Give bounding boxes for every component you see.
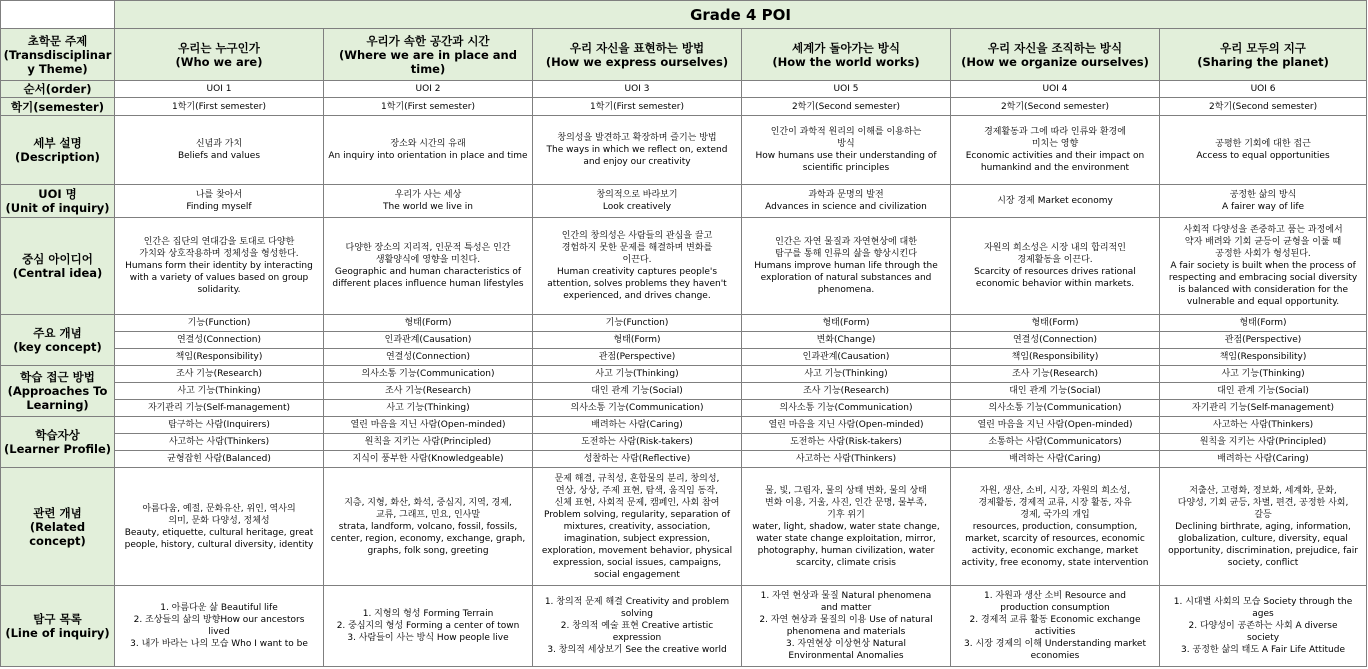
lines-of-inquiry-cell: 1. 자연 현상과 물질 Natural phenomena and matter 2. 자연 현상과 물질의 이용 Use of natural phenomena and materials 3. 자연현상 이상현상 Natural Environmental Anomalies bbox=[742, 586, 951, 667]
key-concept-cell: 책임(Responsibility) bbox=[1160, 349, 1367, 366]
atl-cell: 의사소통 기능(Communication) bbox=[742, 400, 951, 417]
semester-cell: 1학기(First semester) bbox=[533, 98, 742, 116]
row-label-uoi-name: UOI 명 (Unit of inquiry) bbox=[1, 185, 115, 218]
row-label-description: 세부 설명 (Description) bbox=[1, 116, 115, 185]
atl-cell: 자기관리 기능(Self-management) bbox=[1160, 400, 1367, 417]
atl-cell: 의사소통 기능(Communication) bbox=[951, 400, 1160, 417]
learner-profile-cell: 사고하는 사람(Thinkers) bbox=[742, 451, 951, 468]
related-concept-cell: 지층, 지형, 화산, 화석, 중심지, 지역, 경제, 교류, 그래프, 민요, 인사말 strata, landform, volcano, fossil, fossils, center, region, economy, exchange, graph, graphs, folk song, greeting bbox=[324, 468, 533, 586]
key-concept-cell: 연결성(Connection) bbox=[951, 332, 1160, 349]
key-concept-cell: 형태(Form) bbox=[324, 315, 533, 332]
learner-profile-cell: 소통하는 사람(Communicators) bbox=[951, 434, 1160, 451]
theme-cell: 우리 자신을 조직하는 방식 (How we organize ourselves) bbox=[951, 29, 1160, 81]
key-concept-cell: 연결성(Connection) bbox=[115, 332, 324, 349]
atl-cell: 대인 관계 기능(Social) bbox=[1160, 383, 1367, 400]
key-concept-cell: 형태(Form) bbox=[742, 315, 951, 332]
learner-profile-cell: 사고하는 사람(Thinkers) bbox=[115, 434, 324, 451]
semester-cell: 2학기(Second semester) bbox=[951, 98, 1160, 116]
key-concept-cell: 변화(Change) bbox=[742, 332, 951, 349]
atl-cell: 자기관리 기능(Self-management) bbox=[115, 400, 324, 417]
key-concept-cell: 책임(Responsibility) bbox=[951, 349, 1160, 366]
key-concept-cell: 책임(Responsibility) bbox=[115, 349, 324, 366]
theme-cell: 우리는 누구인가 (Who we are) bbox=[115, 29, 324, 81]
key-concept-cell: 형태(Form) bbox=[533, 332, 742, 349]
semester-cell: 2학기(Second semester) bbox=[742, 98, 951, 116]
related-concept-cell: 자원, 생산, 소비, 시장, 자원의 희소성, 경제활동, 경제적 교류, 시장 활동, 자유 경제, 국가의 개입 resources, production, consumption, market, scarcity of resources, economic activity, economic exchange, market activity, free economy, state intervention bbox=[951, 468, 1160, 586]
learner-profile-cell: 성찰하는 사람(Reflective) bbox=[533, 451, 742, 468]
lines-of-inquiry-cell: 1. 자원과 생산 소비 Resource and production consumption 2. 경제적 교류 활동 Economic exchange activities 3. 시장 경제의 이해 Understanding market economies bbox=[951, 586, 1160, 667]
atl-cell: 사고 기능(Thinking) bbox=[742, 366, 951, 383]
atl-cell: 조사 기능(Research) bbox=[324, 383, 533, 400]
learner-profile-cell: 균형잡힌 사람(Balanced) bbox=[115, 451, 324, 468]
description-cell: 인간이 과학적 원리의 이해를 이용하는 방식 How humans use their understanding of scientific principles bbox=[742, 116, 951, 185]
theme-cell: 우리 모두의 지구 (Sharing the planet) bbox=[1160, 29, 1367, 81]
lines-of-inquiry-cell: 1. 아름다운 삶 Beautiful life 2. 조상들의 삶의 방향How our ancestors lived 3. 내가 바라는 나의 모습 Who I want to be bbox=[115, 586, 324, 667]
learner-profile-cell: 배려하는 사람(Caring) bbox=[533, 417, 742, 434]
learner-profile-cell: 열린 마음을 지닌 사람(Open-minded) bbox=[324, 417, 533, 434]
row-label-semester: 학기(semester) bbox=[1, 98, 115, 116]
key-concept-cell: 인과관계(Causation) bbox=[324, 332, 533, 349]
atl-cell: 조사 기능(Research) bbox=[115, 366, 324, 383]
theme-cell: 우리가 속한 공간과 시간 (Where we are in place and time) bbox=[324, 29, 533, 81]
atl-cell: 조사 기능(Research) bbox=[742, 383, 951, 400]
learner-profile-cell: 배려하는 사람(Caring) bbox=[1160, 451, 1367, 468]
key-concept-cell: 관점(Perspective) bbox=[1160, 332, 1367, 349]
order-cell: UOI 6 bbox=[1160, 81, 1367, 98]
learner-profile-cell: 원칙을 지키는 사람(Principled) bbox=[1160, 434, 1367, 451]
description-cell: 장소와 시간의 유래 An inquiry into orientation in place and time bbox=[324, 116, 533, 185]
row-label-related-concept: 관련 개념 (Related concept) bbox=[1, 468, 115, 586]
atl-cell: 대인 관계 기능(Social) bbox=[951, 383, 1160, 400]
key-concept-cell: 인과관계(Causation) bbox=[742, 349, 951, 366]
lines-of-inquiry-cell: 1. 지형의 형성 Forming Terrain 2. 중심지의 형성 Forming a center of town 3. 사람들이 사는 방식 How people live bbox=[324, 586, 533, 667]
atl-cell: 사고 기능(Thinking) bbox=[324, 400, 533, 417]
learner-profile-cell: 지식이 풍부한 사람(Knowledgeable) bbox=[324, 451, 533, 468]
uoi-name-cell: 시장 경제 Market economy bbox=[951, 185, 1160, 218]
row-label-order: 순서(order) bbox=[1, 81, 115, 98]
learner-profile-cell: 열린 마음을 지닌 사람(Open-minded) bbox=[951, 417, 1160, 434]
theme-cell: 세계가 돌아가는 방식 (How the world works) bbox=[742, 29, 951, 81]
learner-profile-cell: 사고하는 사람(Thinkers) bbox=[1160, 417, 1367, 434]
row-label-lines-of-inquiry: 탐구 목록 (Line of inquiry) bbox=[1, 586, 115, 667]
learner-profile-cell: 배려하는 사람(Caring) bbox=[951, 451, 1160, 468]
atl-cell: 사고 기능(Thinking) bbox=[115, 383, 324, 400]
central-idea-cell: 인간은 자연 물질과 자연현상에 대한 탐구를 통해 인류의 삶을 향상시킨다 Humans improve human life through the exploration of natural substances and phenomena. bbox=[742, 218, 951, 315]
row-label-key-concept: 주요 개념 (key concept) bbox=[1, 315, 115, 366]
uoi-name-cell: 창의적으로 바라보기 Look creatively bbox=[533, 185, 742, 218]
lines-of-inquiry-cell: 1. 창의적 문제 해결 Creativity and problem solving 2. 창의적 예술 표현 Creative artistic expression 3. 창의적 세상보기 See the creative world bbox=[533, 586, 742, 667]
uoi-name-cell: 우리가 사는 세상 The world we live in bbox=[324, 185, 533, 218]
row-label-theme: 초학문 주제 (Transdisciplinar y Theme) bbox=[1, 29, 115, 81]
central-idea-cell: 인간은 집단의 연대감을 토대로 다양한 가치와 상호작용하며 정체성을 형성한다. Humans form their identity by interacting with a variety of values based on group solidarity. bbox=[115, 218, 324, 315]
semester-cell: 1학기(First semester) bbox=[324, 98, 533, 116]
lines-of-inquiry-cell: 1. 시대별 사회의 모습 Society through the ages 2. 다양성이 공존하는 사회 A diverse society 3. 공정한 삶의 태도 A Fair Life Attitude bbox=[1160, 586, 1367, 667]
learner-profile-cell: 열린 마음을 지닌 사람(Open-minded) bbox=[742, 417, 951, 434]
atl-cell: 대인 관계 기능(Social) bbox=[533, 383, 742, 400]
order-cell: UOI 2 bbox=[324, 81, 533, 98]
learner-profile-cell: 도전하는 사람(Risk-takers) bbox=[533, 434, 742, 451]
key-concept-cell: 기능(Function) bbox=[533, 315, 742, 332]
theme-cell: 우리 자신을 표현하는 방법 (How we express ourselves) bbox=[533, 29, 742, 81]
learner-profile-cell: 도전하는 사람(Risk-takers) bbox=[742, 434, 951, 451]
related-concept-cell: 아름다움, 예절, 문화유산, 위인, 역사의 의미, 문화 다양성, 정체성 Beauty, etiquette, cultural heritage, great people, history, cultural diversity, identity bbox=[115, 468, 324, 586]
learner-profile-cell: 탐구하는 사람(Inquirers) bbox=[115, 417, 324, 434]
uoi-name-cell: 과학과 문명의 발전 Advances in science and civilization bbox=[742, 185, 951, 218]
related-concept-cell: 물, 빛, 그림자, 물의 상태 변화, 물의 상태 변화 이용, 거울, 사진, 인간 문명, 물부족, 기후 위기 water, light, shadow, water state change, water state change exploitation, mirror, photography, human civilization, water scarcity, climate crisis bbox=[742, 468, 951, 586]
central-idea-cell: 다양한 장소의 지리적, 인문적 특성은 인간 생활양식에 영향을 미친다. Geographic and human characteristics of different places influence human lifestyles bbox=[324, 218, 533, 315]
order-cell: UOI 3 bbox=[533, 81, 742, 98]
key-concept-cell: 관점(Perspective) bbox=[533, 349, 742, 366]
key-concept-cell: 형태(Form) bbox=[1160, 315, 1367, 332]
atl-cell: 사고 기능(Thinking) bbox=[533, 366, 742, 383]
corner-cell bbox=[1, 1, 115, 29]
learner-profile-cell: 원칙을 지키는 사람(Principled) bbox=[324, 434, 533, 451]
central-idea-cell: 자원의 희소성은 시장 내의 합리적인 경제활동을 이끈다. Scarcity of resources drives rational economic behavior within markets. bbox=[951, 218, 1160, 315]
atl-cell: 의사소통 기능(Communication) bbox=[324, 366, 533, 383]
semester-cell: 2학기(Second semester) bbox=[1160, 98, 1367, 116]
central-idea-cell: 인간의 창의성은 사람들의 관심을 끌고 경험하지 못한 문제를 해결하며 변화를 이끈다. Human creativity captures people's attention, solves problems they haven't experienced, and drives change. bbox=[533, 218, 742, 315]
atl-cell: 의사소통 기능(Communication) bbox=[533, 400, 742, 417]
order-cell: UOI 1 bbox=[115, 81, 324, 98]
related-concept-cell: 문제 해결, 규칙성, 혼합물의 분리, 창의성, 연상, 상상, 주제 표현, 탐색, 움직임 동작, 신체 표현, 사회적 문제, 캠페인, 사회 참여 Problem solving, regularity, separation of mixtures, creativity, association, imagination, subject expression, exploration, movement behavior, physical expression, social issues, campaigns, social engagement bbox=[533, 468, 742, 586]
description-cell: 경제활동과 그에 따라 인류와 환경에 미치는 영향 Economic activities and their impact on humankind and the environment bbox=[951, 116, 1160, 185]
key-concept-cell: 형태(Form) bbox=[951, 315, 1160, 332]
atl-cell: 조사 기능(Research) bbox=[951, 366, 1160, 383]
description-cell: 신념과 가치 Beliefs and values bbox=[115, 116, 324, 185]
key-concept-cell: 연결성(Connection) bbox=[324, 349, 533, 366]
uoi-name-cell: 나를 찾아서 Finding myself bbox=[115, 185, 324, 218]
semester-cell: 1학기(First semester) bbox=[115, 98, 324, 116]
related-concept-cell: 저출산, 고령화, 정보화, 세계화, 문화, 다양성, 기회 균등, 차별, 편견, 공정한 사회, 갈등 Declining birthrate, aging, information, globalization, culture, diversity, equal opportunity, discrimination, prejudice, fair society, conflict bbox=[1160, 468, 1367, 586]
row-label-atl: 학습 접근 방법 (Approaches To Learning) bbox=[1, 366, 115, 417]
page-title: Grade 4 POI bbox=[115, 1, 1367, 29]
atl-cell: 사고 기능(Thinking) bbox=[1160, 366, 1367, 383]
order-cell: UOI 5 bbox=[742, 81, 951, 98]
order-cell: UOI 4 bbox=[951, 81, 1160, 98]
central-idea-cell: 사회적 다양성을 존중하고 품는 과정에서 약자 배려와 기회 균등이 균형을 이룰 때 공정한 사회가 형성된다. A fair society is built when the process of respecting and embracing social diversity is balanced with consideration for the vulnerable and equal opportunity. bbox=[1160, 218, 1367, 315]
description-cell: 공평한 기회에 대한 접근 Access to equal opportunities bbox=[1160, 116, 1367, 185]
description-cell: 창의성을 발견하고 확장하며 즐기는 방법 The ways in which we reflect on, extend and enjoy our creativity bbox=[533, 116, 742, 185]
uoi-name-cell: 공정한 삶의 방식 A fairer way of life bbox=[1160, 185, 1367, 218]
key-concept-cell: 기능(Function) bbox=[115, 315, 324, 332]
row-label-central-idea: 중심 아이디어 (Central idea) bbox=[1, 218, 115, 315]
row-label-learner-profile: 학습자상 (Learner Profile) bbox=[1, 417, 115, 468]
